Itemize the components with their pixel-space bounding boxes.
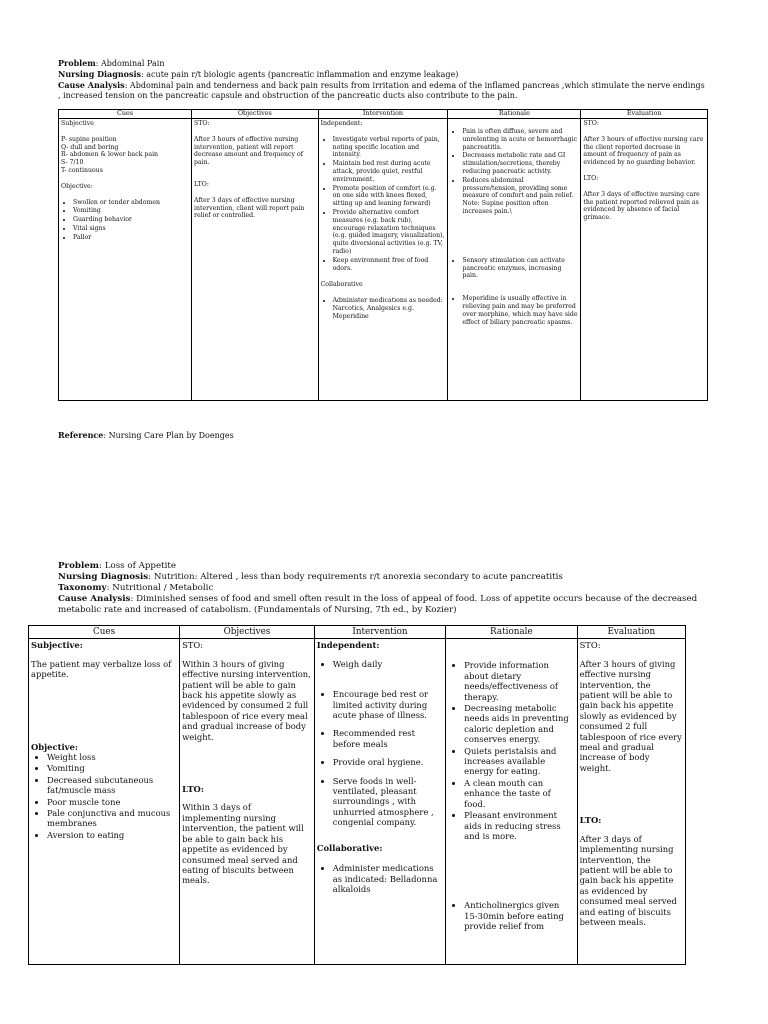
lto-label: LTO:	[194, 180, 209, 188]
list-item: • Provide oral hygiene.	[333, 757, 443, 767]
diagnosis-text: : acute pain r/t biologic agents (pancreatic inflammation and enzyme leakage)	[141, 70, 459, 79]
cause-label: Cause Analysis	[58, 594, 131, 604]
collaborative-list	[317, 863, 443, 894]
col-header-objectives: Objectives	[192, 110, 319, 119]
table-header-row	[29, 626, 686, 639]
list-item: • Maintain bed rest during acute attack, provide quiet, restful environment.	[333, 160, 446, 183]
list-item: • Serve foods in well-ventilated, pleasant surroundings , with unhurried atmosphere , congenial company.	[333, 776, 443, 828]
objective-list	[61, 199, 189, 242]
subjective-label: Subjective	[61, 120, 94, 127]
list-item: • Swollen or tender abdomen	[73, 199, 189, 207]
list-item: • Keep environment free of food odors.	[333, 257, 446, 273]
list-item: • Pain is often diffuse, severe and unrelenting in acute or hemorrhagic pancreatitis.	[462, 128, 578, 151]
list-item: • Meperidine is usually effective in relieving pain and may be preferred over morphine, which may have side effect of biliary pancreatic spasms.	[462, 295, 578, 326]
lto-text: After 3 days of effective nursing intervention, client will report pain relief or controlled.	[194, 196, 305, 220]
pqrst-line: S- 7/10	[61, 159, 84, 167]
objective-list	[31, 752, 177, 840]
col-header-cues: Cues	[29, 626, 180, 639]
reference-line	[58, 430, 234, 440]
objective-label	[31, 742, 177, 752]
sto-text: Within 3 hours of giving effective nursing intervention, patient will be able to gain back his appetite slowly as evidenced by consumed 2 full tablespoon of rice every meal and gradual increase of body weight.	[182, 658, 311, 742]
rationale-collab-list	[448, 900, 574, 931]
problem-text: : Loss of Appetite	[99, 561, 177, 571]
list-item: • Administer medications as indicated: Belladonna alkaloids	[333, 863, 443, 894]
rationale-list	[450, 128, 578, 216]
list-item: • Decreases metabolic rate and GI stimulation/secretions, thereby reducing pancreatic activity.	[462, 152, 578, 175]
list-item: • Aversion to eating	[47, 830, 177, 840]
evaluation-cell	[577, 639, 685, 965]
list-item: • Provide alternative comfort measures (e.g. back rub), encourage relaxation techniques (e.g. guided imagery, visualization), quite diversional activities (e.g. TV, radio)	[333, 209, 446, 256]
sto-text: After 3 hours of effective nursing intervention, patient will report decrease amount and frequency of pain.	[194, 135, 303, 167]
lto-label-text: LTO:	[579, 815, 602, 826]
plan1-header	[58, 58, 708, 101]
subjective-label	[31, 640, 177, 650]
sto-text: After 3 hours of effective nursing care the client reported decrease in amount of frequency of pain as evidenced by no guarding behavior.	[583, 135, 704, 167]
lto-label	[182, 784, 312, 794]
evaluation-cell	[581, 119, 708, 401]
pqrst-line: Q- dull and boring	[61, 143, 119, 151]
list-item: • Weight loss	[47, 752, 177, 762]
objective-label: Objective:	[61, 182, 93, 190]
pqrst-line: P- supine position	[61, 135, 117, 143]
lto-label	[580, 815, 683, 825]
lto-text: After 3 days of implementing nursing intervention, the patient will be able to gain back his appetite as evidenced by consumed meal served and eating of biscuits between meals.	[579, 833, 677, 927]
col-header-intervention: Intervention	[314, 626, 445, 639]
list-item: • Provide information about dietary needs/effectiveness of therapy.	[464, 660, 574, 702]
lto-label: LTO:	[583, 174, 599, 182]
problem-line	[58, 58, 708, 69]
list-item: • Pale conjunctiva and mucous membranes	[47, 808, 177, 829]
subjective-label-text: Subjective:	[31, 640, 83, 651]
sto-label: STO:	[583, 120, 599, 127]
objectives-cell	[192, 119, 319, 401]
intervention-list	[321, 136, 446, 273]
list-item: • Encourage bed rest or limited activity during acute phase of illness.	[333, 689, 443, 720]
independent-label-text: Independent:	[316, 640, 380, 651]
list-item: • Decreased subcutaneous fat/muscle mass	[47, 775, 177, 796]
list-item: • Vital signs	[73, 225, 189, 233]
sto-label: STO:	[182, 640, 204, 651]
list-item: • A clean mouth can enhance the taste of food.	[464, 778, 574, 809]
lto-text: Within 3 days of implementing nursing intervention, the patient will be able to gain back his appetite as evidenced by consumed meal served and eating of biscuits between meals.	[182, 802, 304, 886]
pqrst-line: T- continuous	[61, 166, 103, 174]
list-item: • Poor muscle tone	[47, 797, 177, 807]
intervention-cell	[318, 119, 448, 401]
list-item: • Vomiting	[73, 207, 189, 215]
rationale-list	[450, 295, 578, 326]
independent-label: Independent:	[320, 120, 363, 127]
problem-label: Problem	[58, 58, 96, 68]
cause-line	[58, 80, 708, 101]
rationale-cell	[448, 119, 581, 401]
taxonomy-label: Taxonomy	[58, 583, 107, 593]
list-item: • Reduces abdominal pressure/tension, providing some measure of comfort and pain relief. Note: Supine position often increases pain.\	[462, 177, 578, 216]
sto-label: STO:	[579, 640, 601, 651]
rationale-list	[448, 660, 574, 841]
col-header-objectives: Objectives	[180, 626, 315, 639]
problem-line	[58, 561, 708, 572]
subjective-text: The patient may verbalize loss of appetite.	[31, 658, 172, 680]
cues-cell	[59, 119, 192, 401]
diagnosis-label: Nursing Diagnosis	[58, 572, 149, 582]
intervention-list	[317, 659, 443, 828]
list-item: • Anticholinergics given 15-30min before eating provide relief from	[464, 900, 574, 931]
col-header-cues: Cues	[59, 110, 192, 119]
col-header-rationale: Rationale	[446, 626, 577, 639]
problem-text: : Abdominal Pain	[95, 59, 165, 68]
care-plan-abdominal-pain	[58, 58, 708, 401]
table-row	[59, 119, 708, 401]
rationale-cell	[446, 639, 577, 965]
diagnosis-label: Nursing Diagnosis	[58, 69, 142, 79]
list-item: • Pallor	[73, 234, 189, 242]
collaborative-label-text: Collaborative:	[316, 842, 383, 853]
diagnosis-line	[58, 572, 708, 583]
lto-text: After 3 days of effective nursing care the patient reported relieved pain as evidenced by absence of facial grimace.	[583, 190, 700, 222]
taxonomy-line	[58, 583, 708, 594]
list-item: • Vomiting	[47, 763, 177, 773]
list-item: • Recommended rest before meals	[333, 728, 443, 749]
cues-cell	[29, 639, 180, 965]
rationale-list	[450, 257, 578, 280]
col-header-evaluation: Evaluation	[577, 626, 685, 639]
cause-text: : Diminished senses of food and smell often result in the loss of appeal of food. Loss of appetite occurs because of the decreased metabolic rate and increased of catabolism. (Fundamentals of Nursing, 7th ed., by Kozier)	[58, 594, 698, 615]
problem-label: Problem	[58, 561, 99, 571]
col-header-intervention: Intervention	[318, 110, 448, 119]
list-item: • Pleasant environment aids in reducing stress and is more.	[464, 810, 574, 841]
list-item: • Investigate verbal reports of pain, noting specific location and intensity.	[333, 136, 446, 159]
cause-text: : Abdominal pain and tenderness and back pain results from irritation and edema of the inflamed pancreas ,which stimulate the nerve endings , increased tension on the pancreatic capsule and obstruction of the pancreatic ducts also contribute to the pain.	[58, 81, 705, 100]
reference-label: Reference	[58, 430, 104, 440]
list-item: • Promote position of comfort (e.g. on one side with knees flexed, sitting up and leaning forward)	[333, 185, 446, 208]
col-header-evaluation: Evaluation	[581, 110, 708, 119]
list-item: • Sensory stimulation can activate pancreatic enzymes, increasing pain.	[462, 257, 578, 280]
col-header-rationale: Rationale	[448, 110, 581, 119]
objectives-cell	[180, 639, 315, 965]
plan2-header	[58, 561, 708, 616]
sto-text: After 3 hours of giving effective nursing intervention, the patient will be able to gain back his appetite slowly as evidenced by consumed 2 full tablespoon of rice every meal and gradual increase of body weight.	[579, 658, 682, 773]
intervention-cell	[314, 639, 445, 965]
collaborative-list	[321, 297, 446, 320]
diagnosis-text: : Nutrition: Altered , less than body requirements r/t anorexia secondary to acute pancreatitis	[148, 572, 563, 582]
list-item: • Administer medications as needed: Narcotics, Analgesics e.g. Meperidine	[333, 297, 446, 320]
list-item: • Quiets peristalsis and increases available energy for eating.	[464, 746, 574, 777]
list-item: • Decreasing metabolic needs aids in preventing caloric depletion and conserves energy.	[464, 703, 574, 745]
lto-label-text: LTO:	[182, 784, 204, 795]
reference-text: : Nursing Care Plan by Doenges	[103, 431, 234, 440]
cause-line	[58, 594, 708, 616]
table-header-row	[59, 110, 708, 119]
care-plan-table	[58, 109, 708, 401]
objective-label-text: Objective:	[31, 741, 78, 752]
care-plan-table	[28, 625, 686, 965]
list-item: • Guarding behavior	[73, 216, 189, 224]
cause-label: Cause Analysis	[58, 80, 125, 90]
pqrst-line: R- abdomen & lower back pain	[61, 151, 159, 159]
independent-label	[317, 640, 443, 650]
list-item: • Weigh daily	[333, 659, 443, 669]
diagnosis-line	[58, 69, 708, 80]
care-plan-loss-of-appetite	[31, 561, 708, 965]
sto-label: STO:	[194, 120, 210, 127]
taxonomy-text: : Nutritional / Metabolic	[106, 583, 214, 593]
table-row	[29, 639, 686, 965]
collaborative-label	[317, 843, 443, 853]
collaborative-label: Collaborative	[320, 281, 363, 289]
